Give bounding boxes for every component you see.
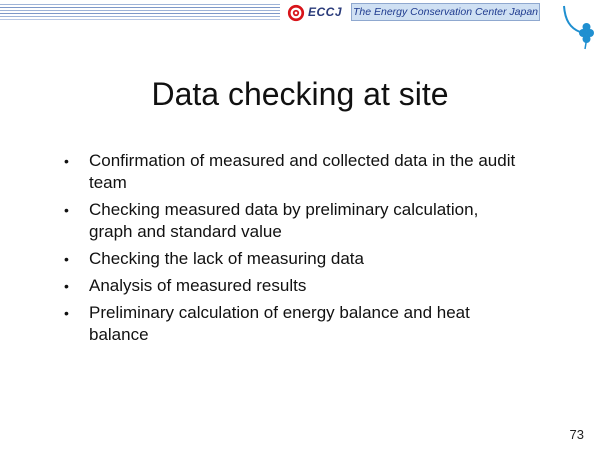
bullet-text: Checking measured data by preliminary calculation, graph and standard value [89,200,479,241]
organization-name: The Energy Conservation Center Japan [351,3,540,21]
bullet-icon: • [64,202,69,218]
bullet-icon: • [64,251,69,267]
header-stripe [0,16,280,17]
header-stripe [0,10,280,11]
header-stripe [0,4,280,5]
header-stripe [0,13,280,14]
logo-text: ECCJ [308,5,343,19]
list-item [62,150,522,194]
bullet-icon: • [64,278,69,294]
clover-icon [562,4,598,50]
bullet-icon: • [64,153,69,169]
bullet-list [62,150,522,351]
list-item [62,199,522,243]
bullet-text: Analysis of measured results [89,276,307,295]
list-item [62,302,522,346]
header-stripe [0,19,280,20]
list-item [62,248,522,270]
list-item [62,275,522,297]
page-number: 73 [569,427,584,442]
slide-title: Data checking at site [151,76,449,112]
header-stripe [0,7,280,8]
bullet-icon: • [64,305,69,321]
bullet-text: Preliminary calculation of energy balance and heat balance [89,303,470,344]
bullet-text: Checking the lack of measuring data [89,249,364,268]
eccj-logo-icon [287,4,305,22]
bullet-text: Confirmation of measured and collected data in the audit team [89,151,516,192]
